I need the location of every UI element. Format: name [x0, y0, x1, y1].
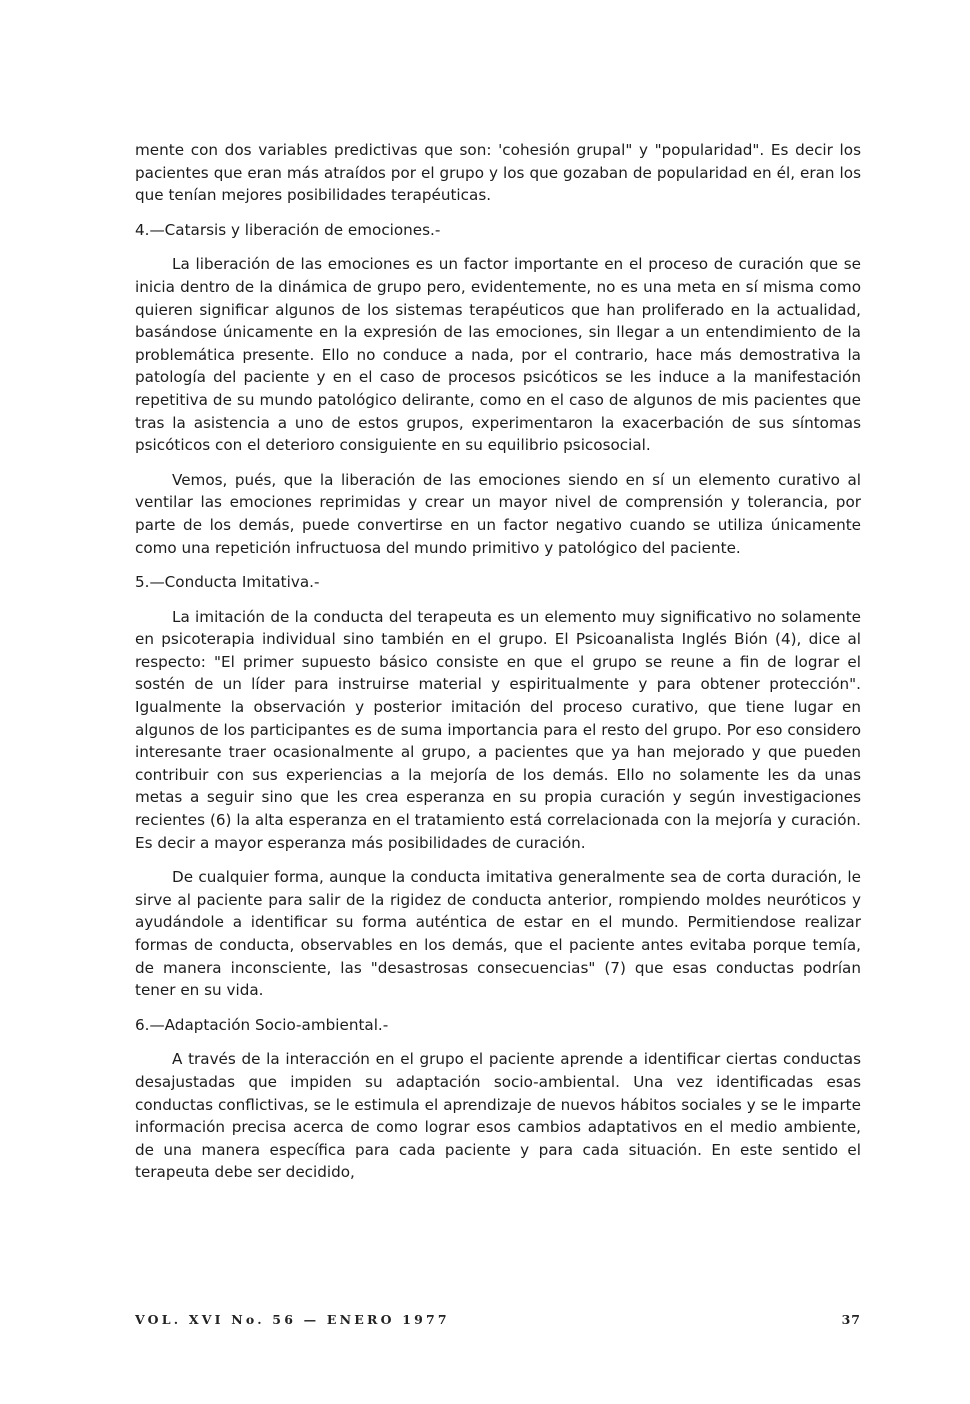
section-heading-adaptacion: 6.—Adaptación Socio-ambiental.- — [135, 1015, 389, 1034]
paragraph-interaccion: A través de la interacción en el grupo el paciente aprende a identificar ciertas conductas desajustadas que impiden su adaptación socio-ambiental. Una vez identificadas esas conductas conflictivas, se le estimula el aprendizaje de nuevos hábitos sociales y se le imparte información precisa acerca de como lograr esos cambios adaptativos en el medio ambiente, de una manera específica para cada paciente y para cada situación. En este sentido el terapeuta debe ser decidido, — [135, 1050, 861, 1182]
paragraph-continuation: mente con dos variables predictivas que son: 'cohesión grupal" y "popularidad". Es decir los pacientes que eran más atraídos por el grupo y los que gozaban de popularidad en él, eran los que tenían mejores posibilidades terapéuticas. — [135, 141, 861, 205]
section-heading-conducta-imitativa: 5.—Conducta Imitativa.- — [135, 573, 320, 592]
paragraph-vemos: Vemos, pués, que la liberación de las emociones siendo en sí un elemento curativo al ventilar las emociones reprimidas y crear un mayor nivel de comprensión y tolerancia, por parte de los demás, puede convertirse en un factor negativo cuando se utiliza únicamente como una repetición infructuosa del mundo primitivo y patológico del paciente. — [135, 470, 861, 557]
page-number: 37 — [841, 1312, 861, 1327]
paragraph-liberacion: La liberación de las emociones es un factor importante en el proceso de curación que se inicia dentro de la dinámica de grupo pero, evidentemente, no es una meta en sí misma como quieren significar algunos de los sistemas terapéuticos que han proliferado en la actualidad, basándose únicamente en la expresión de las emociones, sin llegar a un entendimiento de la problemática presente. Ello no conduce a nada, por el contrario, hace más demostrativa la patología del paciente y en el caso de procesos psicóticos se les induce a la manifestación repetitiva de su mundo patológico delirante, como en el caso de algunos de mis pacientes que tras la asistencia a uno de estos grupos, experimentaron la exacerbación de sus síntomas psicóticos con el deterioro consiguiente en su equilibrio psicosocial. — [135, 255, 861, 455]
journal-issue: VOL. XVI No. 56 — ENERO 1977 — [135, 1312, 450, 1327]
body-text — [135, 139, 861, 1184]
paragraph-imitacion: La imitación de la conducta del terapeuta es un elemento muy significativo no solamente en psicoterapia individual sino también en el grupo. El Psicoanalista Inglés Bión (4), dice al respecto: "El primer supuesto básico consiste en que el grupo se reune a fin de lograr el sostén de un líder para instruirse material y espiritualmente y para obtener protección". Igualmente la observación y posterior imitación del proceso curativo, que tiene lugar en algunos de los participantes es de suma importancia para el resto del grupo. Por eso considero interesante traer ocasionalmente al grupo, a pacientes que ya han mejorado y que pueden contribuir con sus experiencias a la mejoría de los demás. Ello no solamente les da unas metas a seguir sino que les crea esperanza en su propia curación y según investigaciones recientes (6) la alta esperanza en el tratamiento está correlacionada con la mejoría y curación. Es decir a mayor esperanza más posibilidades de curación. — [135, 607, 861, 852]
section-heading-catarsis: 4.—Catarsis y liberación de emociones.- — [135, 220, 441, 239]
paragraph-cualquier-forma: De cualquier forma, aunque la conducta imitativa generalmente sea de corta duración, le sirve al paciente para salir de la rigidez de conducta anterior, rompiendo moldes neuróticos y ayudándole a identificar su forma auténtica de estar en el mundo. Permitiendose realizar formas de conducta, observables en los demás, que el paciente antes evitaba porque temía, de manera inconsciente, las "desastrosas consecuencias" (7) que esas conductas podrían tener en su vida. — [135, 868, 861, 1000]
